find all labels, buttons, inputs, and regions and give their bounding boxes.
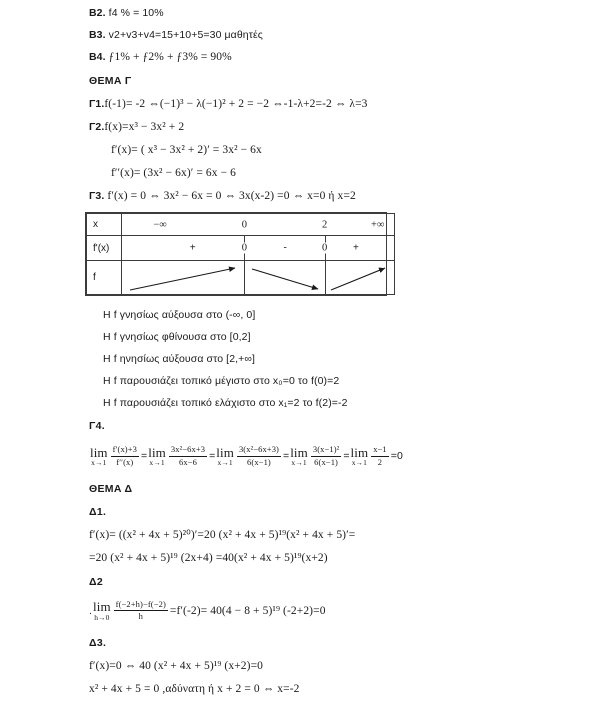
fraction-1-numerator: f′(x)+3 xyxy=(111,445,139,457)
limit-operator-2: lim x→1 xyxy=(148,444,166,468)
table-row-x xyxy=(87,214,395,236)
fraction-4-denominator: 6(x−1) xyxy=(314,456,338,467)
solution-text-g1: f(-1)= -2 ⇔(−1)³ − λ(−1)² + 2 = −2 ⇔-1-λ+2=-2 ⇔ λ=3 xyxy=(104,97,368,110)
fraction-4 xyxy=(311,445,341,468)
solution-text-d3-line1: f′(x)=0 ⇔ 40 (x² + 4x + 5)¹⁹ (x+2)=0 xyxy=(89,659,264,672)
limit-prefix-dot: . xyxy=(89,604,93,617)
x-value-pos-infinity: +∞ xyxy=(370,219,385,230)
solution-line-d1-1 xyxy=(89,530,559,542)
limit-result: =0 xyxy=(390,450,403,463)
sign-zero-right: 0 xyxy=(322,242,328,254)
solution-text-d3-line2: x² + 4x + 5 = 0 ,αδύνατη ή x + 2 = 0 ⇔ x=-2 xyxy=(89,682,300,695)
solution-text-g2-line1: f(x)=x³ − 3x² + 2 xyxy=(104,120,185,133)
answer-text-b3: v2+v3+v4=15+10+5=30 μαθητές xyxy=(108,29,263,41)
table-cell-monotonicity xyxy=(122,261,395,295)
solution-line-g3 xyxy=(89,191,559,203)
answer-line-b4 xyxy=(89,52,559,64)
solution-label-g2: Γ2. xyxy=(89,120,105,133)
limit-operator-5: lim x→1 xyxy=(350,444,369,468)
solution-line-g2 xyxy=(89,122,559,134)
limit-subscript-4: x→1 xyxy=(291,458,307,468)
solution-line-d2 xyxy=(89,600,559,623)
limit-subscript-5: x→1 xyxy=(351,458,368,468)
answer-text-b4: ƒ1% + ƒ2% + ƒ3% = 90% xyxy=(108,51,232,63)
variation-table xyxy=(85,212,387,296)
fraction-5-numerator: x−1 xyxy=(371,445,389,457)
solution-label-g1: Γ1. xyxy=(89,97,105,110)
fraction-2-denominator: 6x−6 xyxy=(178,456,197,467)
fraction-3-numerator: 3(x²−6x+3) xyxy=(237,445,281,457)
solution-label-d2: Δ2 xyxy=(89,575,103,588)
fraction-3-denominator: 6(x−1) xyxy=(247,456,271,467)
limit-subscript-3: x→1 xyxy=(217,458,233,468)
conclusion-line-4: Η f παρουσιάζει τοπικό μέγιστο στο x₀=0 το f(0)=2 xyxy=(103,375,340,387)
table-row-f xyxy=(87,261,395,295)
limit-subscript-2: x→1 xyxy=(149,458,165,468)
conclusion-line-5: Η f παρουσιάζει τοπικό ελάχιστο στο x₁=2 το f(2)=-2 xyxy=(103,397,348,409)
solution-text-d1-line2: =20 (x² + 4x + 5)¹⁹ (2x+4) =40(x² + 4x + 5)¹⁹(x+2) xyxy=(89,551,328,564)
fraction-5 xyxy=(371,445,389,468)
solution-text-g3: f′(x) = 0 ⇔ 3x² − 6x = 0 ⇔ 3x(x-2) =0 ⇔ x=0 ή x=2 xyxy=(107,189,356,202)
sign-plus-left: + xyxy=(189,242,196,254)
solution-text-g2-line3: f′′(x)= (3x² − 6x)′ = 6x − 6 xyxy=(111,166,237,179)
solution-line-d1-2 xyxy=(89,553,559,565)
solution-label-d1: Δ1. xyxy=(89,506,107,519)
solution-label-g4: Γ4. xyxy=(89,420,105,432)
x-value-neg-infinity: −∞ xyxy=(153,219,167,230)
solution-line-d3-1 xyxy=(89,661,559,673)
sign-minus-middle: - xyxy=(283,242,287,254)
arrow-increasing-1 xyxy=(130,268,235,290)
x-value-two: 2 xyxy=(322,219,328,230)
arrow-decreasing xyxy=(252,269,318,289)
solution-line-d3-2 xyxy=(89,684,559,696)
fraction-d2-numerator: f(−2+h)−f(−2) xyxy=(114,600,168,612)
limit-operator-3: lim x→1 xyxy=(216,444,234,468)
answer-label-b3: B3. xyxy=(89,29,106,41)
limit-operator-1: lim x→1 xyxy=(90,444,108,468)
document-content xyxy=(89,8,559,707)
conclusion-line-3: Η f ηνησίως αύξουσα στο [2,+∞] xyxy=(103,353,255,365)
heading-theme-gamma: ΘΕΜΑ Γ xyxy=(89,75,132,87)
x-value-zero: 0 xyxy=(241,219,248,230)
table-cell-x-values xyxy=(122,214,395,236)
table-row-label-fprime: f'(x) xyxy=(87,236,122,261)
solution-line-g4-limits: lim x→1 $\frac{f'(x)+3}{f''(x)}$ =lim x→1 $\frac{\text{3x²−6x+3}}{6x-6}$ =lim x→1 $\frac{\text{3(x²−6x+3)}}{6(x-1)}$ =lim x→1 $\frac{\text{3(x−1)²}}{6(x-1)}$ =lim x→1 $\frac{x-1}{2}$ =0 xyxy=(90,444,403,468)
fraction-4-numerator: 3(x−1)² xyxy=(311,445,341,457)
fraction-2-numerator: 3x²−6x+3 xyxy=(169,445,207,457)
solution-line-g1 xyxy=(89,99,559,111)
fraction-5-denominator: 2 xyxy=(377,456,383,467)
fraction-2 xyxy=(169,445,207,468)
solution-text-g2-line2: f′(x)= ( x³ − 3x² + 2)′ = 3x² − 6x xyxy=(111,143,262,156)
table-row-label-x: x xyxy=(87,214,122,236)
limit-subscript-1: x→1 xyxy=(91,458,107,468)
heading-theme-delta: ΘΕΜΑ Δ xyxy=(89,482,133,495)
table-row-label-f: f xyxy=(87,261,122,295)
fraction-3 xyxy=(237,445,281,468)
answer-label-b2: B2. xyxy=(89,7,106,19)
monotonicity-arrows xyxy=(122,261,394,294)
fraction-d2-denominator: h xyxy=(138,611,143,622)
fraction-1 xyxy=(111,445,139,468)
solution-line-g2-derivative1 xyxy=(89,145,559,157)
solution-text-d2-tail: =f′(-2)= 40(4 − 8 + 5)¹⁹ (-2+2)=0 xyxy=(169,604,326,617)
solution-line-g2-derivative2 xyxy=(89,168,559,180)
conclusion-line-2: Η f γνησίως φθίνουσα στο [0,2] xyxy=(103,331,251,343)
table-cell-sign-values xyxy=(122,236,395,261)
answer-line-b2 xyxy=(89,8,559,19)
answer-text-b2: f4 % = 10% xyxy=(108,7,164,19)
limit-operator-d2: lim h→0 xyxy=(93,599,111,622)
answer-label-b4: B4. xyxy=(89,51,106,63)
solution-label-g3: Γ3. xyxy=(89,189,105,202)
solution-label-d3: Δ3. xyxy=(89,637,107,650)
arrow-increasing-2 xyxy=(331,268,385,290)
fraction-d2 xyxy=(114,600,168,623)
limit-subscript-d2: h→0 xyxy=(94,612,110,622)
conclusion-line-1: Η f γνησίως αύξουσα στο (-∞, 0] xyxy=(103,309,256,321)
solution-text-d1-line1: f′(x)= ((x² + 4x + 5)²⁰)′=20 (x² + 4x + 5)¹⁹(x² + 4x + 5)′= xyxy=(89,528,356,541)
fraction-1-denominator: f′′(x) xyxy=(116,456,134,467)
sign-zero-left: 0 xyxy=(241,242,248,254)
limit-operator-4: lim x→1 xyxy=(290,444,308,468)
table-row-fprime xyxy=(87,236,395,261)
answer-line-b3 xyxy=(89,30,559,41)
sign-plus-right: + xyxy=(352,242,359,254)
